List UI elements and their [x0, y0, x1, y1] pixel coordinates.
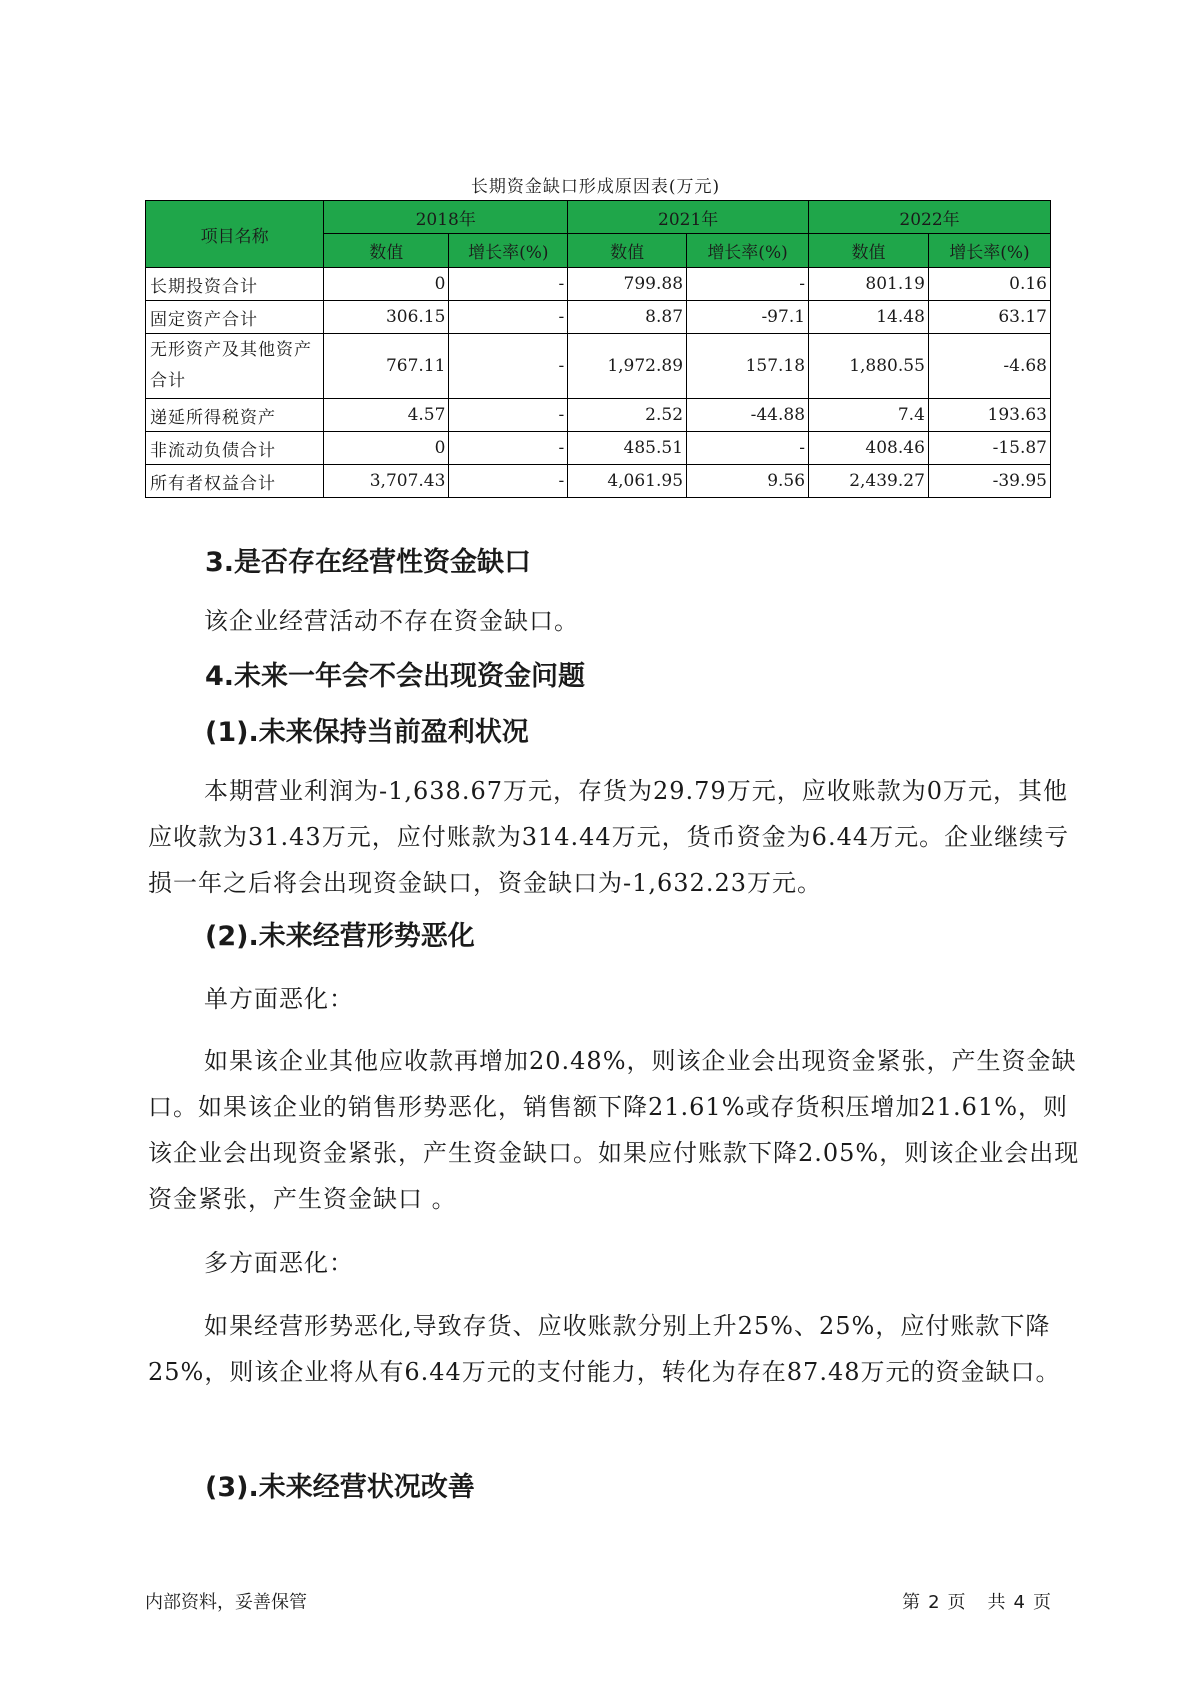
header-value: 数值: [809, 234, 929, 268]
header-growth: 增长率(%): [928, 234, 1050, 268]
cell-growth-2021: -: [687, 268, 809, 301]
total-prefix: 共: [987, 1592, 1006, 1613]
section-4-1-heading: (1).未来保持当前盈利状况: [205, 717, 529, 748]
header-value: 数值: [324, 234, 449, 268]
row-name: 所有者权益合计: [146, 465, 324, 498]
cell-value-2018: 4.57: [324, 399, 449, 432]
cell-growth-2022: -15.87: [928, 432, 1050, 465]
cell-value-2021: 799.88: [568, 268, 687, 301]
cell-growth-2021: -: [687, 432, 809, 465]
cell-value-2021: 2.52: [568, 399, 687, 432]
cell-value-2021: 4,061.95: [568, 465, 687, 498]
cell-growth-2021: -44.88: [687, 399, 809, 432]
multi-worsening-label: 多方面恶化：: [204, 1249, 354, 1277]
cell-value-2022: 7.4: [809, 399, 929, 432]
cell-growth-2021: 9.56: [687, 465, 809, 498]
footer-page-indicator: [894, 1588, 1051, 1614]
cell-value-2021: 8.87: [568, 301, 687, 334]
row-name: 无形资产及其他资产合计: [146, 334, 324, 399]
page-unit: 页: [947, 1592, 966, 1613]
header-value: 数值: [568, 234, 687, 268]
header-year-2018: 2018年: [324, 201, 568, 234]
cell-value-2018: 767.11: [324, 334, 449, 399]
table-row: [146, 399, 1051, 432]
cell-value-2022: 2,439.27: [809, 465, 929, 498]
row-name: 递延所得税资产: [146, 399, 324, 432]
cell-growth-2022: -39.95: [928, 465, 1050, 498]
long-term-funding-gap-table: [145, 200, 1051, 498]
table-row: [146, 268, 1051, 301]
section-4-heading: 4.未来一年会不会出现资金问题: [205, 661, 586, 692]
row-name: 固定资产合计: [146, 301, 324, 334]
cell-value-2022: 801.19: [809, 268, 929, 301]
page-prefix: 第: [902, 1592, 921, 1613]
single-worsening-label: 单方面恶化：: [204, 985, 354, 1013]
cell-value-2018: 0: [324, 268, 449, 301]
cell-growth-2018: -: [449, 268, 568, 301]
cell-growth-2018: -: [449, 432, 568, 465]
table-row: [146, 301, 1051, 334]
page-number: 2: [928, 1592, 940, 1613]
cell-growth-2018: -: [449, 334, 568, 399]
multi-worsening-text: 如果经营形势恶化,导致存货、应收账款分别上升25%、25%，应付账款下降25%，则该企业将从有6.44万元的支付能力，转化为存在87.48万元的资金缺口。: [148, 1312, 1061, 1386]
table-row: [146, 334, 1051, 399]
cell-growth-2022: 63.17: [928, 301, 1050, 334]
row-name: 非流动负债合计: [146, 432, 324, 465]
row-name: 长期投资合计: [146, 268, 324, 301]
header-year-2022: 2022年: [809, 201, 1051, 234]
table-row: [146, 465, 1051, 498]
cell-growth-2022: 193.63: [928, 399, 1050, 432]
header-item-name: 项目名称: [146, 201, 324, 268]
cell-value-2018: 306.15: [324, 301, 449, 334]
cell-growth-2018: -: [449, 465, 568, 498]
cell-growth-2021: 157.18: [687, 334, 809, 399]
table-row: [146, 432, 1051, 465]
total-unit: 页: [1033, 1592, 1051, 1613]
section-4-3-heading: (3).未来经营状况改善: [205, 1472, 475, 1503]
section-3-heading: 3.是否存在经营性资金缺口: [205, 547, 532, 578]
section-4-1-text: 本期营业利润为-1,638.67万元，存货为29.79万元，应收账款为0万元，其他应收款为31.43万元，应付账款为314.44万元，货币资金为6.44万元。企业继续亏损一年之后将会出现资金缺口，资金缺口为-1,632.23万元。: [148, 777, 1070, 897]
cell-growth-2021: -97.1: [687, 301, 809, 334]
header-growth: 增长率(%): [449, 234, 568, 268]
table-caption: 长期资金缺口形成原因表(万元): [470, 177, 721, 197]
cell-growth-2022: -4.68: [928, 334, 1050, 399]
header-year-2021: 2021年: [568, 201, 809, 234]
header-growth: 增长率(%): [687, 234, 809, 268]
cell-value-2018: 0: [324, 432, 449, 465]
cell-value-2021: 485.51: [568, 432, 687, 465]
cell-growth-2022: 0.16: [928, 268, 1050, 301]
single-worsening-text: 如果该企业其他应收款再增加20.48%，则该企业会出现资金紧张，产生资金缺口。如果该企业的销售形势恶化，销售额下降21.61%或存货积压增加21.61%，则该企业会出现资金紧张，产生资金缺口。如果应付账款下降2.05%，则该企业会出现资金紧张，产生资金缺口 。: [148, 1047, 1080, 1213]
section-3-text: 该企业经营活动不存在资金缺口。: [204, 607, 579, 635]
footer-confidential-note: 内部资料，妥善保管: [145, 1592, 307, 1613]
cell-value-2018: 3,707.43: [324, 465, 449, 498]
cell-value-2022: 1,880.55: [809, 334, 929, 399]
cell-value-2022: 14.48: [809, 301, 929, 334]
cell-value-2022: 408.46: [809, 432, 929, 465]
cell-value-2021: 1,972.89: [568, 334, 687, 399]
cell-growth-2018: -: [449, 399, 568, 432]
section-4-2-heading: (2).未来经营形势恶化: [205, 921, 475, 952]
total-pages: 4: [1013, 1592, 1025, 1613]
cell-growth-2018: -: [449, 301, 568, 334]
